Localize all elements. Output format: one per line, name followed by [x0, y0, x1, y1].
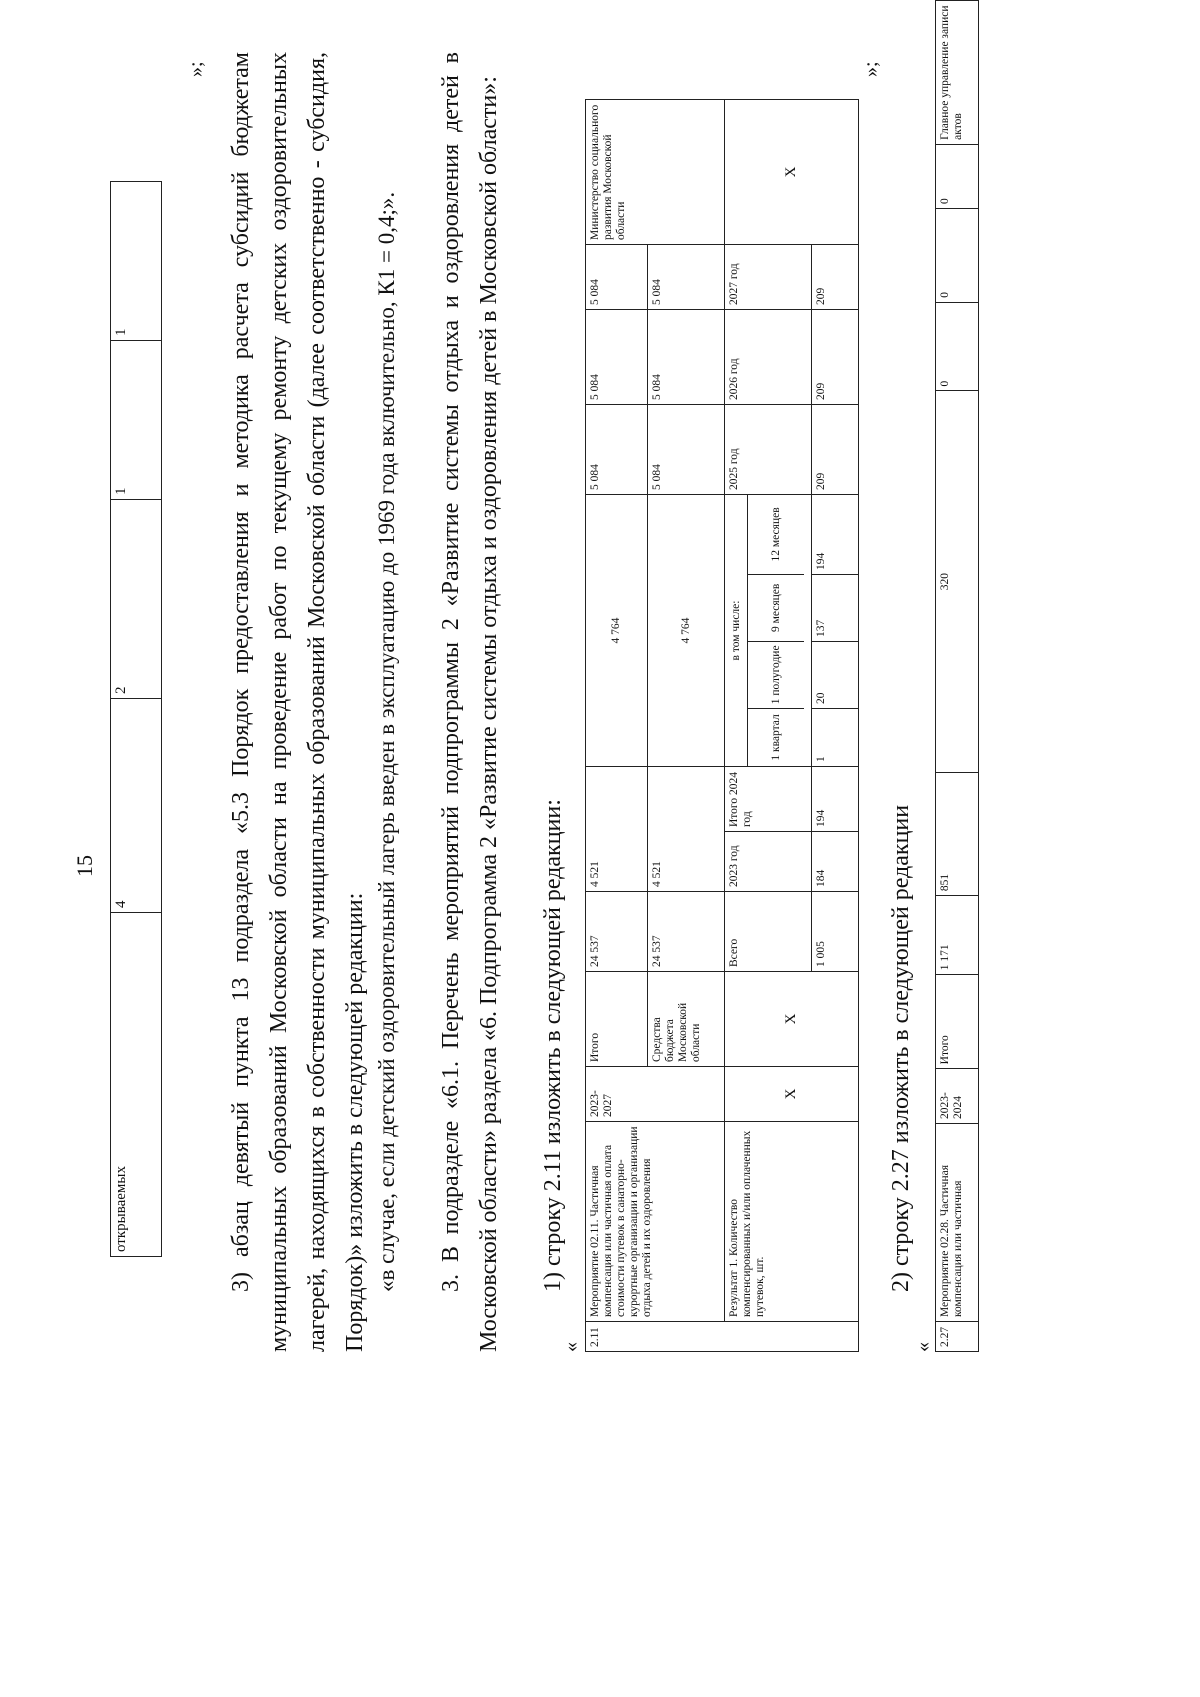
- budget-2027: 5 084: [648, 245, 725, 310]
- total-2027: 0: [936, 144, 979, 208]
- measure-name: Мероприятие 02.28. Частичная компенсация или частичная: [936, 1124, 979, 1322]
- table-cell: 4: [111, 699, 162, 913]
- total-2024: 320: [936, 391, 979, 772]
- closing-quote: »;: [860, 61, 882, 77]
- total-2025: 5 084: [586, 405, 648, 495]
- row-2-27-table: [935, 0, 979, 1352]
- table-row: [725, 100, 812, 1352]
- opening-quote: «: [560, 1342, 582, 1352]
- responsible: Министерство социального развития Московской области: [586, 100, 725, 245]
- budget-2024: 4 764: [648, 495, 725, 767]
- row-number: 2.11: [586, 1322, 859, 1352]
- table-cell: 2: [111, 500, 162, 699]
- quote-paragraph: «в случае, если детский оздоровительный лагерь введен в эксплуатацию до 1969 года включительно, К1 = 0,4;».: [374, 191, 399, 1292]
- header-2025: 2025 год: [725, 405, 812, 495]
- table-cell: 1: [111, 182, 162, 341]
- measure-name: Мероприятие 02.11. Частичная компенсация или частичная оплата стоимости путевок в санаторно-курортные организации и организации отдыха детей и их оздоровления: [586, 1122, 725, 1322]
- result-itogo-2024: 194: [812, 767, 859, 832]
- result-12m: 194: [812, 495, 859, 575]
- table-cell: открываемых: [111, 913, 162, 1257]
- quarters-row: [747, 495, 804, 766]
- total-label: Итого: [936, 975, 979, 1069]
- header-2026: 2026 год: [725, 310, 812, 405]
- closing-quote: »;: [185, 61, 207, 77]
- result-h1: 20: [812, 642, 859, 709]
- budget-2025: 5 084: [648, 405, 725, 495]
- in-total-label: в том числе:: [730, 600, 742, 661]
- header-12m: 12 месяцев: [769, 507, 782, 562]
- section-3-paragraph: 3. В подразделе «6.1. Перечень мероприятий подпрограммы 2 «Развитие системы отдыха и оздоровления детей в Московской области» раздела «6. Подпрограмма 2 «Развитие системы отдыха и оздоровления детей в Московской области»:: [438, 52, 502, 1352]
- result-9m: 137: [812, 575, 859, 642]
- total-2023: 4 521: [586, 767, 648, 892]
- header-h1: 1 полугодие: [748, 641, 804, 708]
- x-mark: X: [725, 1067, 859, 1122]
- table-cell: 1: [111, 341, 162, 500]
- result-q1: 1: [812, 709, 859, 767]
- continuation-table: [110, 181, 162, 1257]
- result-2023: 184: [812, 832, 859, 892]
- table-row: [936, 1, 979, 1352]
- header-q1: 1 квартал: [748, 708, 804, 766]
- header-2027: 2027 год: [725, 245, 812, 310]
- total-2026: 5 084: [586, 310, 648, 405]
- x-mark: X: [725, 100, 859, 245]
- total-2025: 0: [936, 302, 979, 391]
- total-2026: 0: [936, 209, 979, 303]
- result-label: Результат 1. Количество компенсированных и/или оплаченных путевок, шт.: [725, 1122, 859, 1322]
- header-2023: 2023 год: [725, 832, 812, 892]
- result-2026: 209: [812, 310, 859, 405]
- total-all: 1 171: [936, 896, 979, 975]
- header-itogo-2024: Итого 2024 год: [725, 767, 812, 832]
- total-2027: 5 084: [586, 245, 648, 310]
- header-9m: 9 месяцев: [748, 574, 804, 641]
- in-total-cell: [725, 495, 812, 767]
- budget-2026: 5 084: [648, 310, 725, 405]
- result-2027: 209: [812, 245, 859, 310]
- opening-quote: «: [912, 1342, 934, 1352]
- budget-all: 24 537: [648, 892, 725, 972]
- budget-2023: 4 521: [648, 767, 725, 892]
- paragraph-3: 3) абзац девятый пункта 13 подраздела «5.3 Порядок предоставления и методика расчета субсидий бюджетам муниципальных образований Московской области на проведение работ по текущему ремонту детских оздоровительных лагерей, находящихся в собственности муниципальных образований Московской области (далее соответственно - субсидия, Порядок)» изложить в следующей редакции:: [228, 52, 368, 1352]
- years: 2023-2024: [936, 1069, 979, 1124]
- result-all: 1 005: [812, 892, 859, 972]
- table-row: [111, 182, 162, 1257]
- row-number: 2.27: [936, 1322, 979, 1352]
- total-2023: 851: [936, 772, 979, 895]
- row-2-11-table: [585, 99, 859, 1352]
- table-row: [586, 100, 648, 1352]
- page-number: 15: [72, 855, 97, 877]
- x-mark: X: [725, 972, 859, 1067]
- subitem-1: 1) строку 2.11 изложить в следующей редакции:: [540, 799, 566, 1292]
- total-2024: 4 764: [586, 495, 648, 767]
- subitem-2: 2) строку 2.27 изложить в следующей редакции: [888, 804, 914, 1292]
- result-2025: 209: [812, 405, 859, 495]
- responsible: Главное управление записи актов: [936, 1, 979, 145]
- years: 2023-2027: [586, 1067, 725, 1122]
- header-all: Всего: [725, 892, 812, 972]
- total-all: 24 537: [586, 892, 648, 972]
- budget-label: Средства бюджета Московской области: [648, 972, 725, 1067]
- total-label: Итого: [586, 972, 648, 1067]
